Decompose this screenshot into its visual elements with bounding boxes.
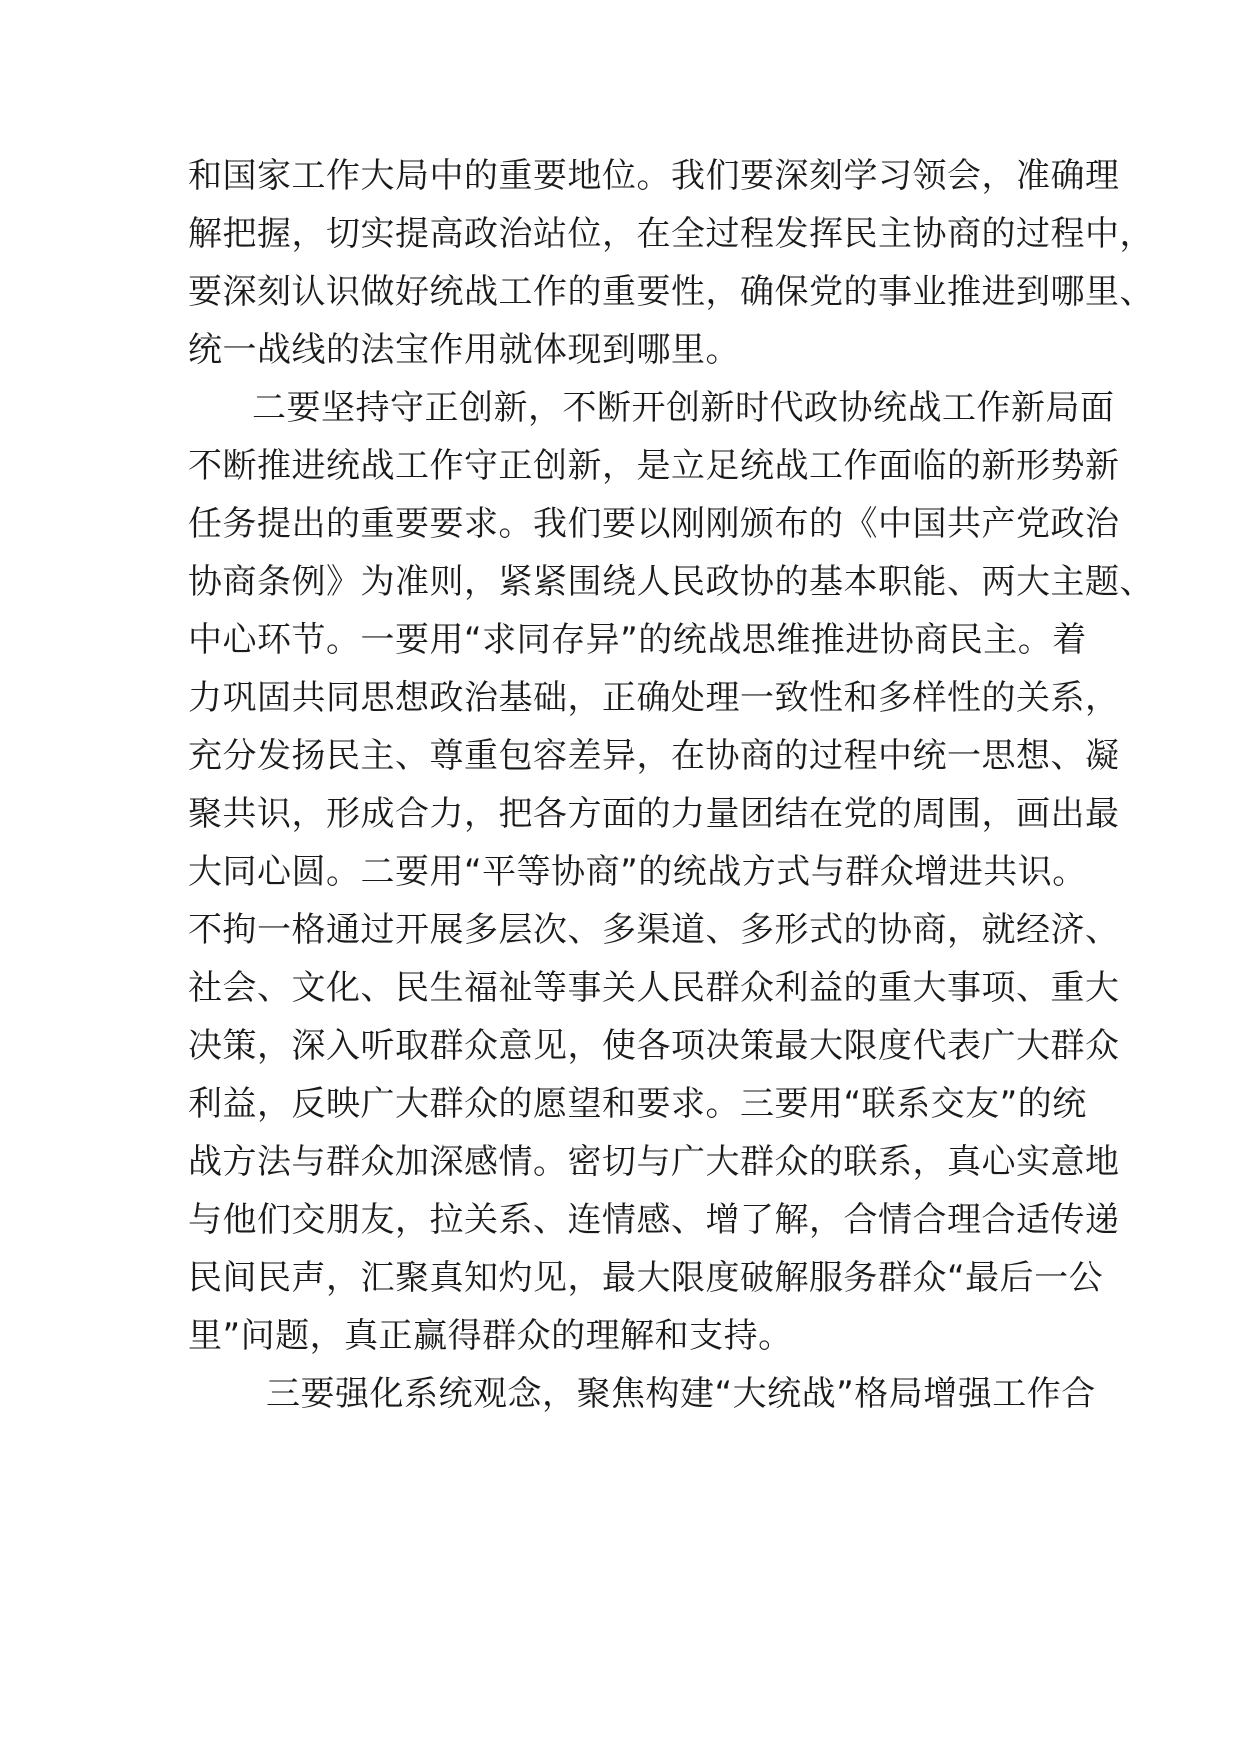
text-line: 大同心圆。二要用“平等协商”的统战方式与群众增进共识。 bbox=[188, 852, 1087, 892]
text-line: 统一战线的法宝作用就体现到哪里。 bbox=[188, 330, 740, 370]
text-line: 利益，反映广大群众的愿望和要求。三要用“联系交友”的统 bbox=[188, 1084, 1087, 1124]
text-line: 不拘一格通过开展多层次、多渠道、多形式的协商，就经济、 bbox=[188, 910, 1120, 950]
text-line: 民间民声，汇聚真知灼见，最大限度破解服务群众“最后一公 bbox=[188, 1258, 1104, 1298]
text-line: 解把握，切实提高政治站位，在全过程发挥民主协商的过程中， bbox=[188, 214, 1154, 254]
text-line: 战方法与群众加深感情。密切与广大群众的联系，真心实意地 bbox=[188, 1142, 1120, 1182]
text-line: 与他们交朋友，拉关系、连情感、增了解，合情合理合适传递 bbox=[188, 1200, 1120, 1240]
text-line: 里”问题，真正赢得群众的理解和支持。 bbox=[188, 1316, 793, 1356]
text-line: 要深刻认识做好统战工作的重要性，确保党的事业推进到哪里、 bbox=[188, 272, 1154, 312]
text-line: 决策，深入听取群众意见，使各项决策最大限度代表广大群众 bbox=[188, 1026, 1120, 1066]
text-line: 充分发扬民主、尊重包容差异，在协商的过程中统一思想、凝 bbox=[188, 736, 1120, 776]
text-line: 协商条例》为准则，紧紧围绕人民政协的基本职能、两大主题、 bbox=[188, 562, 1154, 602]
text-line: 任务提出的重要要求。我们要以刚刚颁布的《中国共产党政治 bbox=[188, 504, 1120, 544]
paragraph-heading: 三要强化系统观念，聚焦构建“大统战”格局增强工作合 bbox=[266, 1374, 1096, 1414]
text-line: 中心环节。一要用“求同存异”的统战思维推进协商民主。着 bbox=[188, 620, 1087, 660]
text-line: 力巩固共同思想政治基础，正确处理一致性和多样性的关系， bbox=[188, 678, 1120, 718]
text-line: 不断推进统战工作守正创新，是立足统战工作面临的新形势新 bbox=[188, 446, 1120, 486]
paragraph-heading: 二要坚持守正创新，不断开创新时代政协统战工作新局面 bbox=[252, 388, 1115, 428]
text-line: 聚共识，形成合力，把各方面的力量团结在党的周围，画出最 bbox=[188, 794, 1120, 834]
text-line: 和国家工作大局中的重要地位。我们要深刻学习领会，准确理 bbox=[188, 156, 1120, 196]
text-line: 社会、文化、民生福祉等事关人民群众利益的重大事项、重大 bbox=[188, 968, 1120, 1008]
